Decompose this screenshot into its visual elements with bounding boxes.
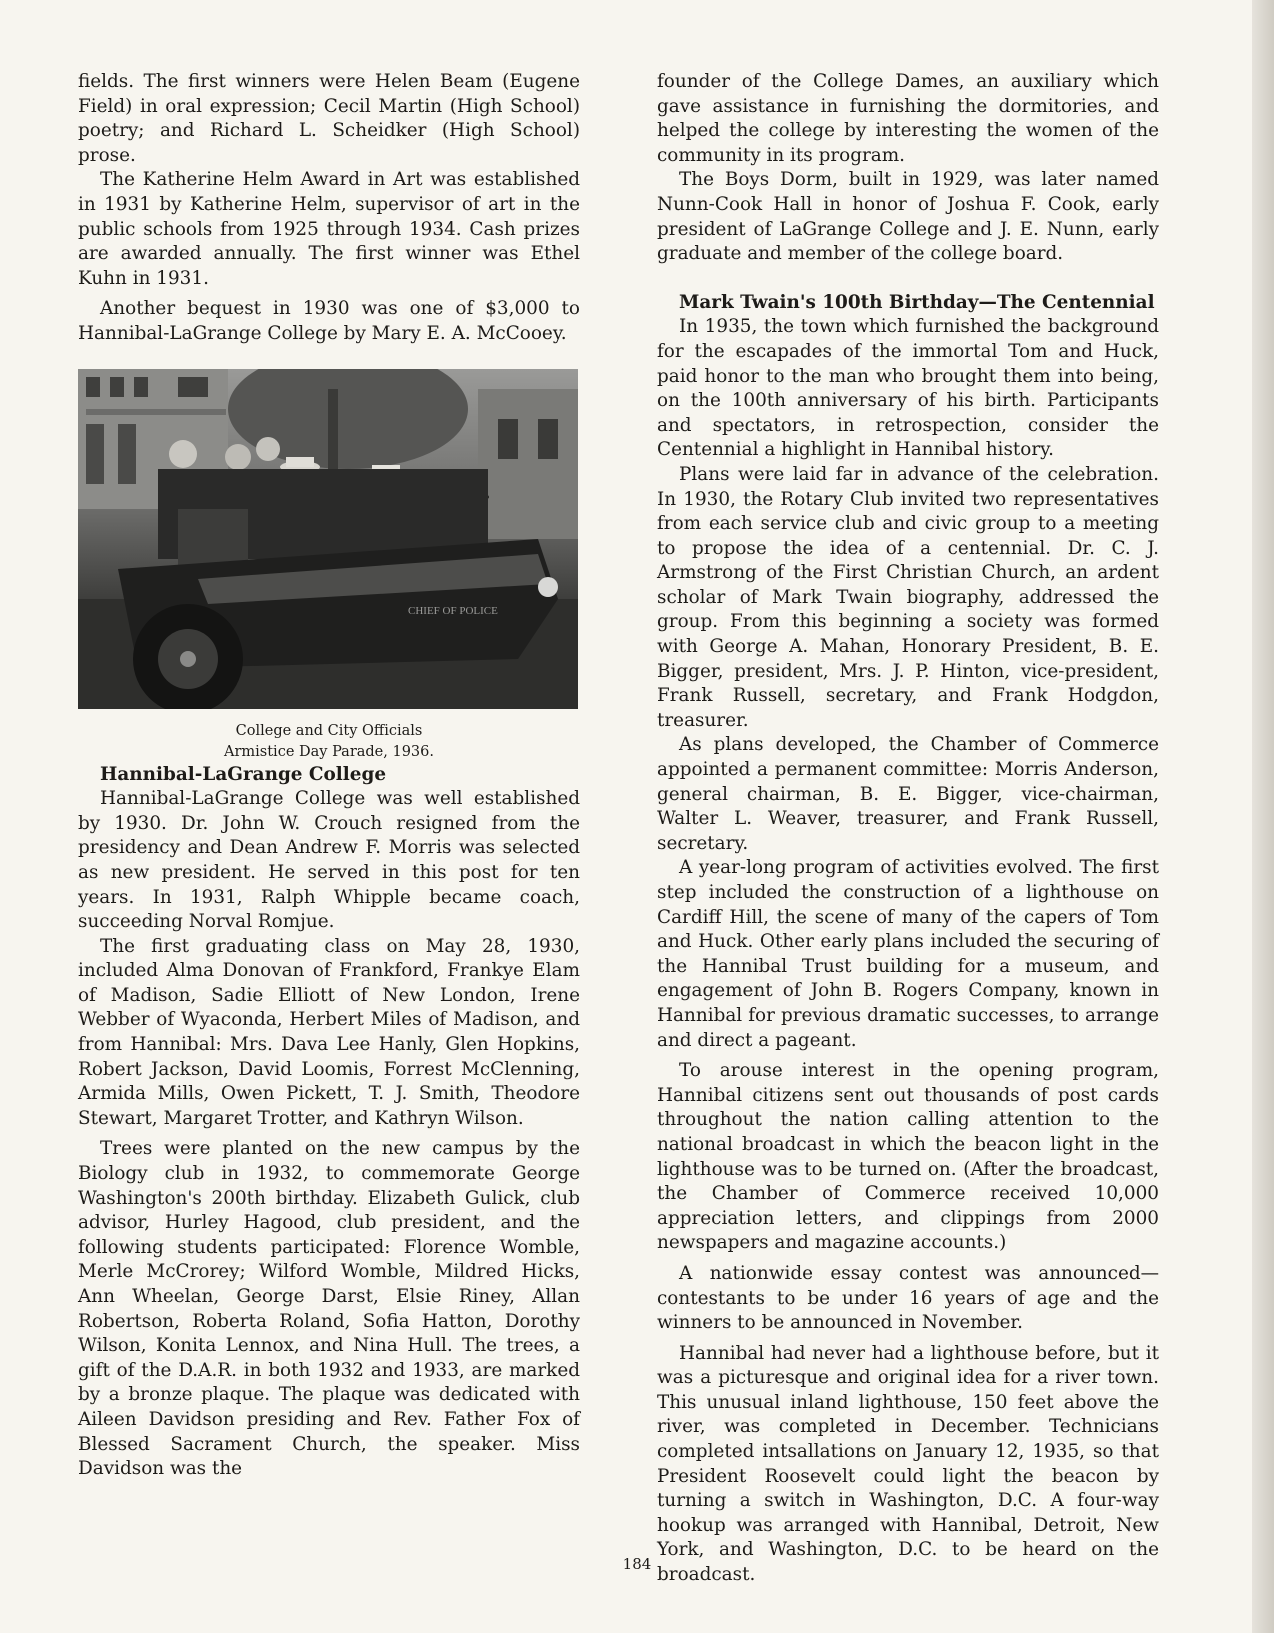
paragraph: A year-long program of activities evolved. The first step included the construction of a lighthouse on Cardiff Hill, the scene of many of the capers of Tom and Huck. Other early plans included the securing of the Hannibal Trust building for a museum, and engagement of John B. Rogers Company, known in Hannibal for previous dramatic successes, to arrange and direct a pageant. bbox=[657, 857, 1159, 1051]
paragraph: The Boys Dorm, built in 1929, was later named Nunn-Cook Hall in honor of Joshua F. Cook, early president of LaGrange College and J. E. Nunn, early graduate and member of the college board. bbox=[657, 169, 1159, 265]
paragraph: Hannibal had never had a lighthouse before, but it was a picturesque and original idea for a river town. This unusual inland lighthouse, 150 feet above the river, was completed in December. Technicians completed intsallations on January 12, 1935, so that President Roosevelt could light the beacon by turning a switch in Washington, D.C. A four-way hookup was arranged with Hannibal, Detroit, New York, and Washington, D.C. to be heard on the broadcast. bbox=[657, 1342, 1159, 1586]
section-heading: Mark Twain's 100th Birthday—The Centennial bbox=[679, 291, 1155, 313]
paragraph: The first graduating class on May 28, 1930, included Alma Donovan of Frankford, Frankye Elam of Madison, Sadie Elliott of New London, Irene Webber of Wyaconda, Herbert Miles of Madison, and from Hannibal: Mrs. Dava Lee Hanly, Glen Hopkins, Robert Jackson, David Loomis, Forrest McClenning, Armida Mills, Owen Pickett, T. J. Smith, Theodore Stewart, Margaret Trotter, and Kathryn Wilson. bbox=[78, 935, 580, 1129]
paragraph: The Katherine Helm Award in Art was established in 1931 by Katherine Helm, supervisor of art in the public schools from 1925 through 1934. Cash prizes are awarded annually. The first winner was Ethel Kuhn in 1931. bbox=[78, 169, 580, 289]
page-edge-shadow bbox=[1252, 0, 1274, 1633]
car-door-sign: CHIEF OF POLICE bbox=[408, 604, 498, 617]
paragraph: A nationwide essay contest was announced—contestants to be under 16 years of age and the winners to be announced in November. bbox=[657, 1262, 1159, 1334]
parade-photo bbox=[78, 369, 578, 709]
paragraph: fields. The first winners were Helen Beam (Eugene Field) in oral expression; Cecil Martin (High School) poetry; and Richard L. Scheidker (High School) prose. bbox=[78, 71, 580, 166]
paragraph: As plans developed, the Chamber of Commerce appointed a permanent committee: Morris Anderson, general chairman, B. E. Bigger, vice-chairman, Walter L. Weaver, treasurer, and Frank Russell, secretary. bbox=[657, 734, 1159, 854]
paragraph: Hannibal-LaGrange College was well established by 1930. Dr. John W. Crouch resigned from the presidency and Dean Andrew F. Morris was selected as new president. He served in this post for ten years. In 1931, Ralph Whipple became coach, succeeding Norval Romjue. bbox=[78, 788, 580, 933]
left-column bbox=[78, 70, 580, 1482]
photo-caption bbox=[78, 721, 580, 763]
parade-photo-illustration bbox=[78, 369, 578, 709]
paragraph: To arouse interest in the opening program, Hannibal citizens sent out thousands of post cards throughout the nation calling attention to the national broadcast in which the beacon light in the lighthouse was to be turned on. (After the broadcast, the Chamber of Commerce received 10,000 appreciation letters, and clippings from 2000 newspapers and magazine accounts.) bbox=[657, 1060, 1159, 1254]
right-column bbox=[657, 70, 1159, 1588]
paragraph: Trees were planted on the new campus by the Biology club in 1932, to commemorate George Washington's 200th birthday. Elizabeth Gulick, club advisor, Hurley Hagood, club president, and the following students participated: Florence Womble, Merle McCrorey; Wilford Womble, Mildred Hicks, Ann Wheelan, George Darst, Elsie Riney, Allan Robertson, Roberta Roland, Sofia Hatton, Dorothy Wilson, Konita Lennox, and Nina Hull. The trees, a gift of the D.A.R. in both 1932 and 1933, are marked by a bronze plaque. The plaque was dedicated with Aileen Davidson presiding and Rev. Father Fox of Blessed Sacrament Church, the speaker. Miss Davidson was the bbox=[78, 1138, 580, 1480]
page-number: 184 bbox=[622, 1555, 652, 1573]
section-heading: Hannibal-LaGrange College bbox=[100, 763, 387, 785]
paragraph: In 1935, the town which furnished the background for the escapades of the immortal Tom and Huck, paid honor to the man who brought them into being, on the 100th anniversary of his birth. Participants and spectators, in retrospection, consider the Centennial a highlight in Hannibal history. bbox=[657, 316, 1159, 461]
caption-line-1: College and City Officials bbox=[235, 722, 423, 739]
paragraph: founder of the College Dames, an auxiliary which gave assistance in furnishing the dormitories, and helped the college by interesting the women of the community in its program. bbox=[657, 71, 1159, 166]
paragraph: Plans were laid far in advance of the celebration. In 1930, the Rotary Club invited two representatives from each service club and civic group to a meeting to propose the idea of a centennial. Dr. C. J. Armstrong of the First Christian Church, an ardent scholar of Mark Twain biography, addressed the group. From this beginning a society was formed with George A. Mahan, Honorary President, B. E. Bigger, president, Mrs. J. P. Hinton, vice-president, Frank Russell, secretary, and Frank Hodgdon, treasurer. bbox=[657, 463, 1159, 731]
paragraph: Another bequest in 1930 was one of $3,000 to Hannibal-LaGrange College by Mary E. A. McCooey. bbox=[78, 298, 580, 344]
caption-line-2: Armistice Day Parade, 1936. bbox=[224, 743, 434, 760]
